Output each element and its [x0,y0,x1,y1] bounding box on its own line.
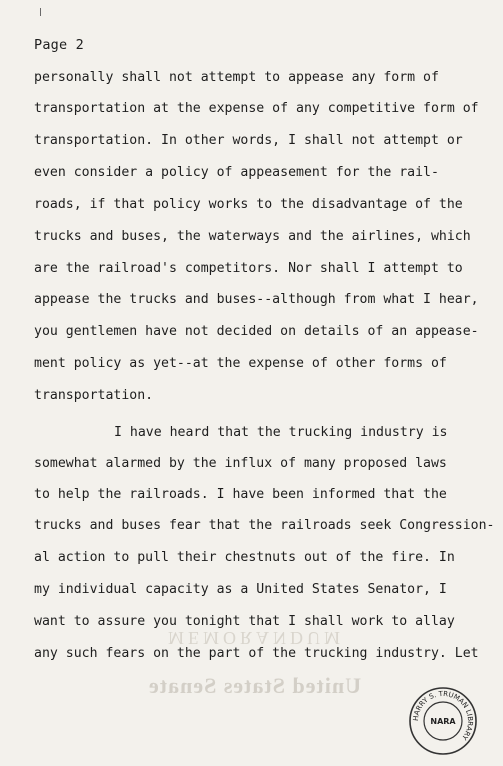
text-line: roads, if that policy works to the disadvantage of the [34,197,463,212]
text-line: ment policy as yet--at the expense of other forms of [34,356,447,371]
text-line: somewhat alarmed by the influx of many proposed laws [34,456,447,471]
text-line: al action to pull their chestnuts out of the fire. In [34,550,455,565]
tick-mark [40,8,41,16]
text-line: transportation. In other words, I shall not attempt or [34,133,463,148]
text-line: even consider a policy of appeasement for the rail- [34,165,439,180]
watermark-senate: United States Senate [148,673,362,698]
text-line: transportation at the expense of any competitive form of [34,101,479,116]
text-line: I have heard that the trucking industry is [114,425,448,440]
text-line: appease the trucks and buses--although from what I hear, [34,292,479,307]
watermark-memorandum: MEMORANDUM [168,628,345,648]
library-stamp-icon [408,686,478,756]
text-line: my individual capacity as a United States Senator, I [34,582,447,597]
text-line: trucks and buses, the waterways and the airlines, which [34,229,471,244]
text-line: transportation. [34,388,154,403]
text-line: to help the railroads. I have been informed that the [34,487,447,502]
stamp-center-text: NARA [430,717,456,726]
text-line: you gentlemen have not decided on details of an appease- [34,324,479,339]
svg-text:HARRY S. TRUMAN LIBRARY [412,690,474,742]
text-line: want to assure you tonight that I shall work to allay [34,614,455,629]
text-line: are the railroad's competitors. Nor shall I attempt to [34,261,463,276]
stamp-ring-text: HARRY S. TRUMAN LIBRARY [411,689,475,742]
text-line: personally shall not attempt to appease any form of [34,70,439,85]
text-line: trucks and buses fear that the railroads seek Congression- [34,518,495,533]
text-line: any such fears on the part of the trucking industry. Let [34,646,479,661]
page-label: Page 2 [34,37,84,53]
